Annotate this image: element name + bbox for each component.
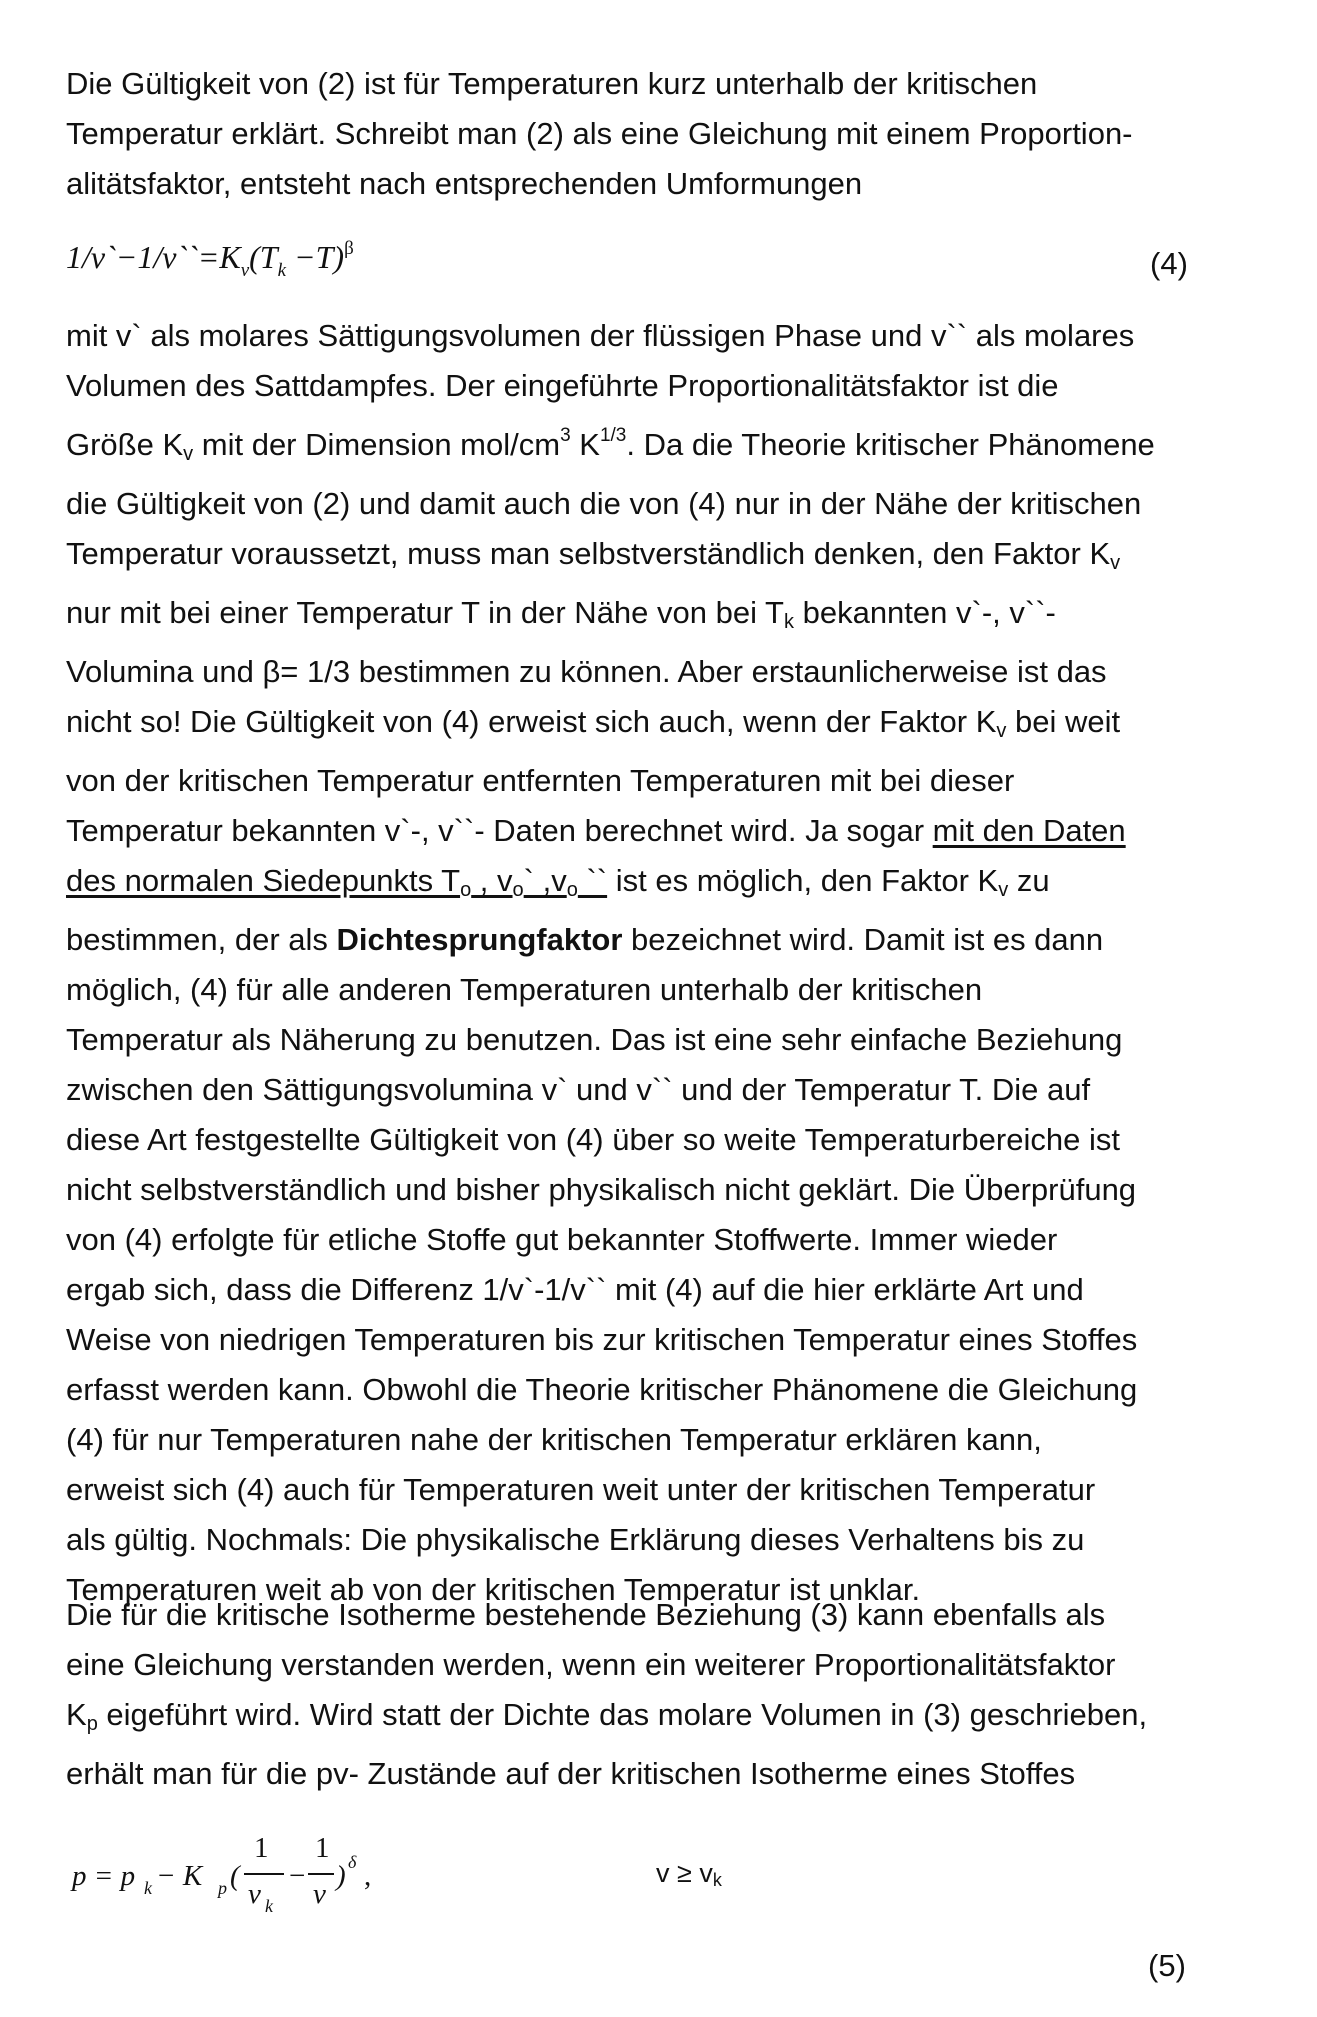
- equation-5-denominator-2: v: [313, 1878, 326, 1910]
- text-run: bekannten v`-, v``-: [793, 595, 1056, 630]
- text-run: Temperatur bekannten v`-, v``- Daten berechnet wird. Ja sogar: [66, 813, 933, 848]
- text-line: möglich, (4) für alle anderen Temperaturen unterhalb der kritischen: [66, 972, 983, 1007]
- text-line: nicht selbstverständlich und bisher physikalisch nicht geklärt. Die Überprüfung: [66, 1172, 1137, 1207]
- subscript: v: [183, 443, 194, 465]
- equation-5-denominator-1: v: [248, 1878, 261, 1910]
- text-line: die Gültigkeit von (2) und damit auch die von (4) nur in der Nähe der kritischen: [66, 486, 1142, 521]
- text-run: ist es möglich, den Faktor K: [607, 863, 999, 898]
- text-line: alitätsfaktor, entsteht nach entsprechenden Umformungen: [66, 166, 863, 201]
- text-run: ``: [577, 863, 608, 898]
- equation-5-minus-k: − K: [156, 1860, 203, 1892]
- equation-5-lhs: p = p: [72, 1860, 136, 1892]
- condition-subscript: k: [712, 1870, 722, 1890]
- text-line: von der kritischen Temperatur entfernten Temperaturen mit bei dieser: [66, 763, 1015, 798]
- equation-5-pk-subscript: k: [144, 1878, 152, 1898]
- condition-text: v ≥ v: [656, 1858, 713, 1888]
- equation-5-fraction-bar-2: [308, 1873, 334, 1875]
- paragraph-isotherm: [66, 1590, 1306, 1799]
- text-run: K: [66, 1697, 87, 1732]
- text-line: [66, 411, 1306, 479]
- text-run: nicht so! Die Gültigkeit von (4) erweist sich auch, wenn der Faktor K: [66, 704, 997, 739]
- text-line: erfasst werden kann. Obwohl die Theorie kritischer Phänomene die Gleichung: [66, 1372, 1138, 1407]
- equation-4-k-subscript: v: [240, 260, 250, 281]
- equation-5-vk-subscript: k: [265, 1896, 273, 1916]
- equation-5-numerator-1: 1: [254, 1832, 269, 1864]
- equation-5-open-paren: (: [230, 1860, 240, 1892]
- equation-5-comma: ,: [364, 1860, 372, 1892]
- text-line: Volumina und β= 1/3 bestimmen zu können. Aber erstaunlicherweise ist das: [66, 654, 1107, 689]
- text-line: mit v` als molares Sättigungsvolumen der flüssigen Phase und v`` als molares: [66, 318, 1135, 353]
- text-line: ergab sich, dass die Differenz 1/v`-1/v`` mit (4) auf die hier erklärte Art und: [66, 1272, 1084, 1307]
- text-line: Temperatur als Näherung zu benutzen. Das ist eine sehr einfache Beziehung: [66, 1022, 1123, 1057]
- paragraph-intro: [66, 59, 1306, 209]
- text-line: eine Gleichung verstanden werden, wenn ein weiterer Proportionalitätsfaktor: [66, 1647, 1116, 1682]
- text-line: diese Art festgestellte Gültigkeit von (4) über so weite Temperaturbereiche ist: [66, 1122, 1120, 1157]
- text-line: Volumen des Sattdampfes. Der eingeführte Proportionalitätsfaktor ist die: [66, 368, 1059, 403]
- superscript: 3: [560, 425, 571, 446]
- text-line: [66, 856, 1306, 915]
- equation-4-number: (4): [1150, 246, 1188, 281]
- subscript: o: [512, 879, 524, 901]
- text-line: [66, 915, 1306, 965]
- text-line: [66, 1690, 1306, 1749]
- text-run: eigeführt wird. Wird statt der Dichte das molare Volumen in (3) geschrieben,: [97, 1697, 1148, 1732]
- subscript: v: [998, 879, 1009, 901]
- text-line: Temperaturen weit ab von der kritischen Temperatur ist unklar.: [66, 1572, 921, 1607]
- equation-5-exponent: δ: [348, 1852, 357, 1872]
- text-line: Weise von niedrigen Temperaturen bis zur kritischen Temperatur eines Stoffes: [66, 1322, 1138, 1357]
- text-line: Temperatur erklärt. Schreibt man (2) als eine Gleichung mit einem Proportion-: [66, 116, 1133, 151]
- text-run: K: [570, 427, 600, 462]
- equation-5: [72, 1830, 432, 1920]
- equation-4-tk-subscript: k: [277, 260, 287, 281]
- equation-4-lhs: 1/v`−1/v``=K: [66, 239, 241, 275]
- equation-5-fraction-bar-1: [244, 1873, 284, 1875]
- text-run: nur mit bei einer Temperatur T in der Nähe von bei T: [66, 595, 784, 630]
- text-line: [66, 588, 1306, 647]
- text-line: (4) für nur Temperaturen nahe der kritischen Temperatur erklären kann,: [66, 1422, 1042, 1457]
- equation-4: [66, 238, 354, 282]
- text-line: Die für die kritische Isotherme bestehende Beziehung (3) kann ebenfalls als: [66, 1597, 1106, 1632]
- subscript: v: [1110, 552, 1121, 574]
- equation-4-exponent: β: [344, 238, 354, 259]
- text-line: [66, 529, 1306, 588]
- equation-5-kp-subscript: p: [218, 1878, 227, 1898]
- text-run: zu: [1008, 863, 1050, 898]
- text-run: ` ,v: [523, 863, 567, 898]
- equation-5-condition: [656, 1858, 722, 1891]
- text-line: Die Gültigkeit von (2) ist für Temperaturen kurz unterhalb der kritischen: [66, 66, 1038, 101]
- equation-5-numerator-2: 1: [315, 1832, 330, 1864]
- superscript: 1/3: [599, 425, 627, 446]
- text-line: von (4) erfolgte für etliche Stoffe gut bekannter Stoffwerte. Immer wieder: [66, 1222, 1058, 1257]
- text-run: des normalen Siedepunkts T: [66, 863, 461, 898]
- underlined-text: mit den Daten: [932, 813, 1126, 848]
- text-run: bezeichnet wird. Damit ist es dann: [622, 922, 1104, 957]
- subscript: p: [86, 1713, 98, 1735]
- text-line: erhält man für die pv- Zustände auf der kritischen Isotherme eines Stoffes: [66, 1756, 1076, 1791]
- paragraph-main: [66, 311, 1306, 1615]
- subscript: k: [783, 611, 794, 633]
- text-line: [66, 806, 1306, 856]
- text-run: . Da die Theorie kritischer Phänomene: [626, 427, 1155, 462]
- text-line: erweist sich (4) auch für Temperaturen weit unter der kritischen Temperatur: [66, 1472, 1096, 1507]
- bold-term: Dichtesprungfaktor: [336, 922, 623, 957]
- text-run: , v: [471, 863, 513, 898]
- equation-5-number: (5): [1148, 1948, 1186, 1983]
- text-run: Größe K: [66, 427, 184, 462]
- text-line: [66, 697, 1306, 756]
- equation-4-rhs: −T): [286, 239, 345, 275]
- text-run: mit der Dimension mol/cm: [193, 427, 561, 462]
- subscript: o: [566, 879, 578, 901]
- underlined-text: [66, 863, 608, 901]
- text-run: Temperatur voraussetzt, muss man selbstverständlich denken, den Faktor K: [66, 536, 1111, 571]
- equation-5-minus: −: [289, 1860, 306, 1892]
- text-run: bestimmen, der als: [66, 922, 337, 957]
- text-run: bei weit: [1006, 704, 1121, 739]
- text-line: als gültig. Nochmals: Die physikalische Erklärung dieses Verhaltens bis zu: [66, 1522, 1085, 1557]
- subscript: o: [460, 879, 472, 901]
- text-line: zwischen den Sättigungsvolumina v` und v`` und der Temperatur T. Die auf: [66, 1072, 1091, 1107]
- subscript: v: [996, 720, 1007, 742]
- equation-5-close-paren: ): [336, 1860, 346, 1892]
- equation-4-mid: (T: [249, 239, 278, 275]
